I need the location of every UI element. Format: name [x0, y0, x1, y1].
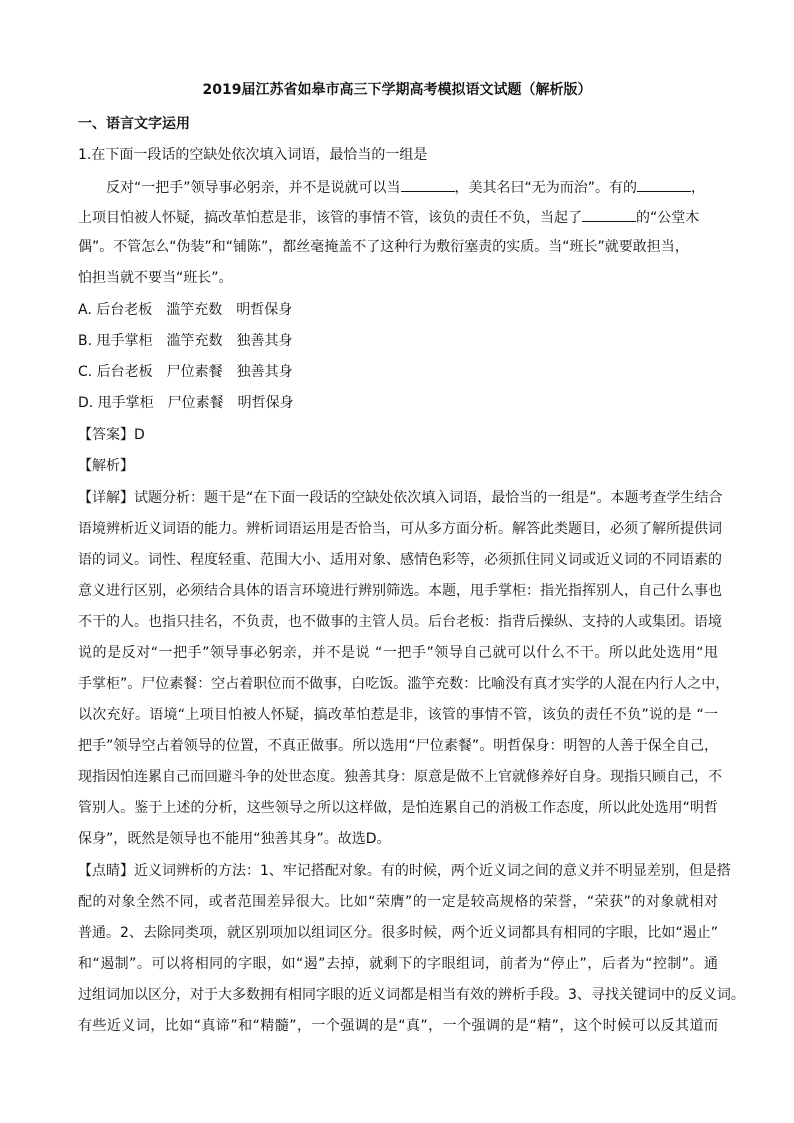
detail-line: 语的词义。词性、程度轻重、范围大小、适用对象、感情色彩等，必须抓住同义词或近义词的不同语素的: [78, 552, 722, 568]
detail-line: 不干的人。也指只挂名，不负责，也不做事的主管人员。后台老板：指背后操纵、支持的人或集团。语境: [78, 614, 722, 630]
passage-line-2: 上项目怕被人怀疑，搞改革怕惹是非，该管的事情不管，该负的责任不负，当起了 的“公堂木: [78, 207, 699, 228]
tip-line: 有些近义词，比如“真谛”和“精髓”，一个强调的是“真”，一个强调的是“精”，这个时候可以反其道而: [78, 1018, 718, 1034]
tip-line: 【点睛】近义词辨析的方法：1、牢记搭配对象。有的时候，两个近义词之间的意义并不明显差别，但是搭: [78, 863, 731, 879]
detail-line: 以次充好。语境“上项目怕被人怀疑，搞改革怕惹是非，该管的事情不管，该负的责任不负”说的是 “一: [78, 707, 718, 723]
detail-line: 说的是反对“一把手”领导事必躬亲，并不是说 “一把手”领导自己就可以什么不干。所以此处选用“甩: [78, 645, 718, 661]
detail-line: 手掌柜”。尸位素餐：空占着职位而不做事，白吃饭。滥竽充数：比喻没有真才实学的人混在内行人之中，: [78, 676, 730, 692]
detail-line: 现指因怕连累自己而回避斗争的处世态度。独善其身：原意是做不上官就修养好自身。现指只顾自己，不: [78, 769, 722, 785]
passage-line-1: 反对“一把手”领导事必躬亲，并不是说就可以当 ，美其名曰“无为而治”。有的 ，: [106, 177, 705, 198]
tip-line: 配的对象全然不同，或者范围差异很大。比如“荣膺”的一定是较高规格的荣誉，“荣获”的对象就相对: [78, 894, 718, 910]
detail-line: 保身”，既然是领导也不能用“独善其身”。故选D。: [78, 831, 391, 847]
tip-line: 过组词加以区分，对于大多数拥有相同字眼的近义词都是相当有效的辨析手段。3、寻找关键词中的反义词。: [78, 987, 745, 1003]
option-b: B. 甩手掌柜 滥竽充数 独善其身: [78, 333, 293, 349]
passage-line-3: 偶”。不管怎么“伪装”和“铺陈”，都丝毫掩盖不了这种行为敷衍塞责的实质。当“班长”就要敢担当，: [78, 239, 689, 255]
blank-3: [582, 207, 636, 222]
option-a: A. 后台老板 滥竽充数 明哲保身: [78, 302, 293, 318]
analysis-label: 【解析】: [78, 458, 134, 474]
question-stem: 1.在下面一段话的空缺处依次填入词语，最恰当的一组是: [78, 147, 428, 163]
tip-line: 和“遏制”。可以将相同的字眼，如“遏”去掉，就剩下的字眼组词，前者为“停止”，后者为“控制”。通: [78, 956, 718, 972]
passage-line-4: 怕担当就不要当“班长”。: [78, 270, 233, 286]
document-title: 2019届江苏省如皋市高三下学期高考模拟语文试题（解析版）: [202, 82, 592, 98]
blank-1: [401, 177, 455, 192]
detail-line: 把手”领导空占着领导的位置，不真正做事。所以选用“尸位素餐”。明哲保身：明智的人善于保全自己，: [78, 738, 718, 754]
answer-line: 【答案】D: [78, 427, 145, 443]
option-d: D. 甩手掌柜 尸位素餐 明哲保身: [78, 395, 294, 411]
blank-2: [637, 177, 691, 192]
detail-line: 【详解】试题分析：题干是“在下面一段话的空缺处依次填入词语，最恰当的一组是”。本题考查学生结合: [78, 490, 723, 506]
detail-line: 意义进行区别，必须结合具体的语言环境进行辨别筛选。本题，甩手掌柜：指光指挥别人，自己什么事也: [78, 583, 722, 599]
option-c: C. 后台老板 尸位素餐 独善其身: [78, 364, 293, 380]
tip-line: 普通。2、去除同类项，就区别项加以组词区分。很多时候，两个近义词都具有相同的字眼，比如“遏止”: [78, 925, 718, 941]
detail-line: 管别人。鉴于上述的分析，这些领导之所以这样做，是怕连累自己的消极工作态度，所以此处选用“明哲: [78, 800, 718, 816]
detail-line: 语境辨析近义词语的能力。辨析词语运用是否恰当，可从多方面分析。解答此类题目，必须了解所提供词: [78, 521, 722, 537]
section-heading: 一、语言文字运用: [78, 116, 190, 132]
